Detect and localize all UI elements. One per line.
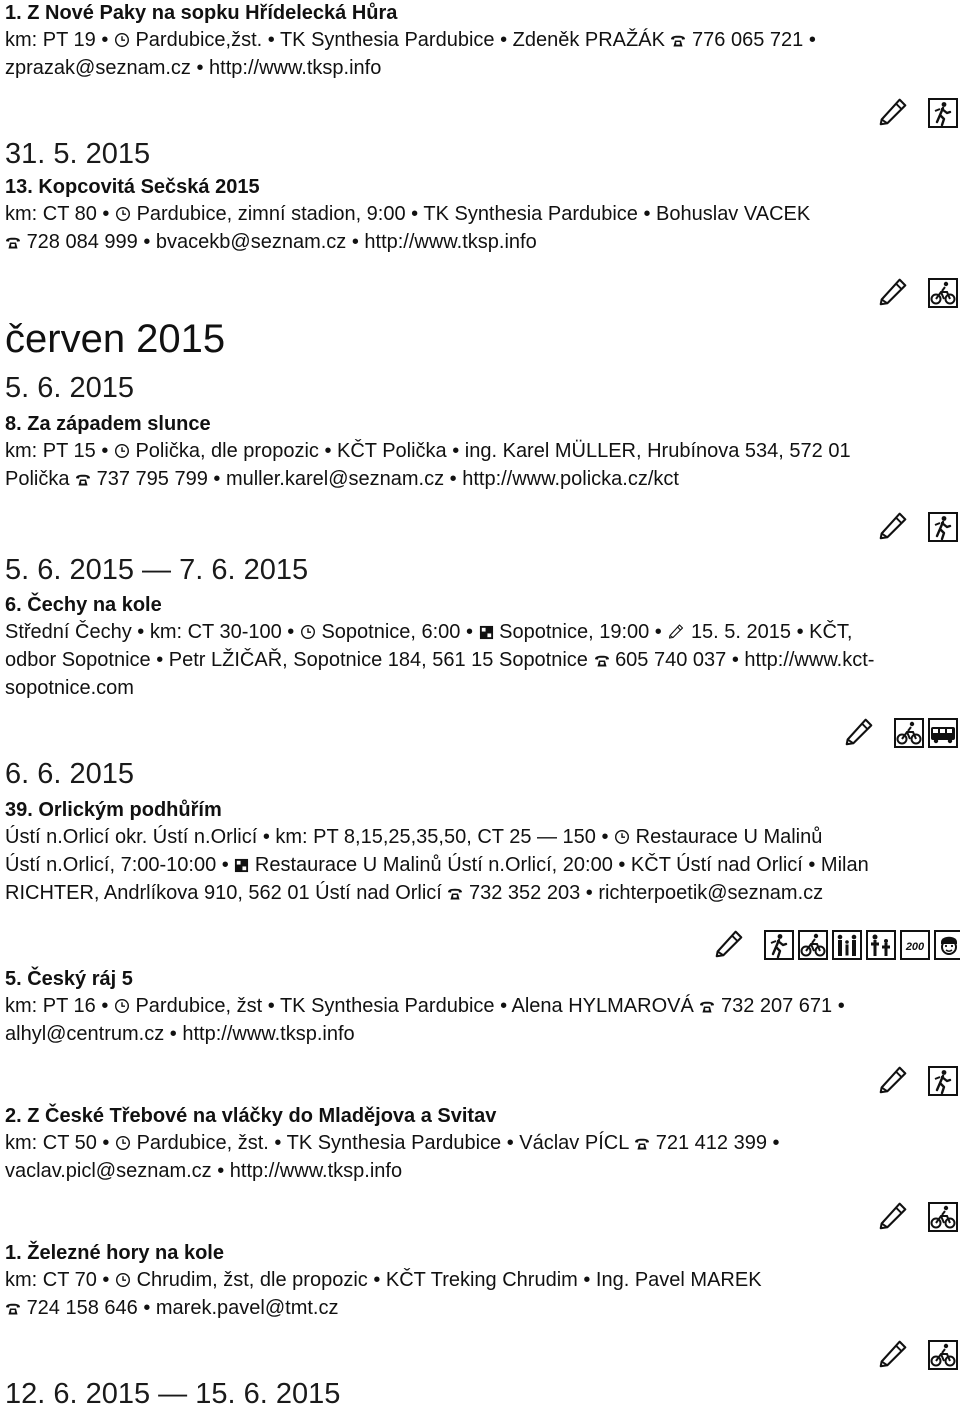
- event-contact-line: RICHTER, Andrlíkova 910, 562 01 Ústí nad Orlicí 732 352 203 • richterpoetik@seznam.cz: [5, 882, 824, 904]
- event-details-line: km: PT 19 • Pardubice,žst. • TK Synthesia Pardubice • Zdeněk PRAŽÁK 776 065 721 •: [5, 29, 816, 51]
- event-icons: [876, 1064, 958, 1096]
- face-icon: [934, 930, 960, 960]
- event-contact-line: alhyl@centrum.cz • http://www.tksp.info: [5, 1023, 355, 1045]
- event-za-zapadem: [5, 411, 955, 493]
- event-contact-line: vaclav.picl@seznam.cz • http://www.tksp.info: [5, 1160, 403, 1182]
- bus-icon: [928, 718, 958, 748]
- pencil-icon: [876, 94, 910, 128]
- event-icons: [876, 510, 958, 542]
- hiking-icon: [928, 1066, 958, 1096]
- event-cesky-raj: [5, 966, 955, 1048]
- phone-icon: [75, 473, 91, 487]
- finish-flag-icon: [479, 625, 494, 640]
- phone-icon: [5, 1302, 21, 1316]
- finish-flag-icon: [234, 858, 249, 873]
- event-title: 6. Čechy na kole: [5, 594, 162, 616]
- event-title: 2. Z České Třebové na vláčky do Mladějova a Svitav: [5, 1105, 497, 1127]
- event-icons: [876, 96, 958, 128]
- family-icon: [832, 930, 862, 960]
- bike-icon: [928, 1340, 958, 1370]
- event-details-line: km: CT 50 • Pardubice, žst. • TK Synthesia Pardubice • Václav PÍCL 721 412 399 •: [5, 1132, 780, 1154]
- event-cechy-na-kole: [5, 592, 955, 702]
- clock-icon: [114, 32, 130, 48]
- event-title: 5. Český ráj 5: [5, 968, 133, 990]
- event-details-line: Střední Čechy • km: CT 30-100 • Sopotnice, 6:00 • Sopotnice, 19:00 • 15. 5. 2015 • KČT,: [5, 621, 853, 643]
- event-contact-line: 728 084 999 • bvacekb@seznam.cz • http://www.tksp.info: [5, 228, 955, 256]
- phone-icon: [447, 887, 463, 901]
- event-title: 13. Kopcovitá Sečská 2015: [5, 176, 260, 198]
- clock-icon: [300, 624, 316, 640]
- hiking-icon: [928, 98, 958, 128]
- pencil-icon: [876, 1336, 910, 1370]
- pencil-icon: [842, 714, 876, 748]
- event-nova-paka: [5, 0, 955, 82]
- event-ceska-trebova: [5, 1103, 955, 1185]
- event-contact-line: zprazak@seznam.cz • http://www.tksp.info: [5, 57, 382, 79]
- date-heading: 5. 6. 2015: [5, 372, 134, 404]
- date-heading: 5. 6. 2015 — 7. 6. 2015: [5, 554, 309, 586]
- pencil-icon: [876, 274, 910, 308]
- event-details-line: km: PT 15 • Polička, dle propozic • KČT Polička • ing. Karel MÜLLER, Hrubínova 534, 572 01: [5, 440, 851, 462]
- date-heading: 6. 6. 2015: [5, 758, 134, 790]
- clock-icon: [115, 206, 131, 222]
- event-contact-line-cont: sopotnice.com: [5, 677, 134, 699]
- event-contact-line: Polička 737 795 799 • muller.karel@seznam.cz • http://www.policka.cz/kct: [5, 468, 679, 490]
- bike-icon: [894, 718, 924, 748]
- children-icon: [866, 930, 896, 960]
- event-title: 1. Železné hory na kole: [5, 1242, 224, 1264]
- event-icons: [876, 276, 958, 308]
- clock-icon: [114, 443, 130, 459]
- pencil-icon: [712, 926, 746, 960]
- clock-icon: [115, 1272, 131, 1288]
- event-contact-line: 724 158 646 • marek.pavel@tmt.cz: [5, 1294, 955, 1322]
- date-heading: 12. 6. 2015 — 15. 6. 2015: [5, 1378, 341, 1410]
- event-details-line: km: PT 16 • Pardubice, žst • TK Synthesia Pardubice • Alena HYLMAROVÁ 732 207 671 •: [5, 995, 845, 1017]
- hiking-icon: [928, 512, 958, 542]
- event-title: 1. Z Nové Paky na sopku Hřídelecká Hůra: [5, 2, 398, 24]
- event-title: 8. Za západem slunce: [5, 413, 211, 435]
- date-heading: 31. 5. 2015: [5, 138, 151, 170]
- bike-icon: [928, 1202, 958, 1232]
- event-zelezne-hory: [5, 1240, 955, 1322]
- distance-200-icon: [900, 930, 930, 960]
- event-details-line-2: Ústí n.Orlicí, 7:00-10:00 • Restaurace U Malinů Ústí n.Orlicí, 20:00 • KČT Ústí nad Orlicí • Milan: [5, 854, 869, 876]
- phone-icon: [634, 1137, 650, 1151]
- event-kopcovita: [5, 174, 955, 256]
- phone-icon: [699, 1000, 715, 1014]
- month-heading: červen 2015: [5, 317, 226, 361]
- pencil-icon: [876, 1062, 910, 1096]
- pencil-icon: [876, 1198, 910, 1232]
- event-icons: [876, 1338, 958, 1370]
- event-icons: [712, 928, 960, 960]
- svg-text:200: 200: [905, 941, 925, 953]
- pencil-small-icon: [667, 622, 685, 640]
- clock-icon: [614, 829, 630, 845]
- phone-icon: [670, 34, 686, 48]
- event-details-line: km: CT 80 • Pardubice, zimní stadion, 9:00 • TK Synthesia Pardubice • Bohuslav VACEK: [5, 203, 811, 225]
- clock-icon: [115, 1135, 131, 1151]
- event-details-line: Ústí n.Orlicí okr. Ústí n.Orlicí • km: PT 8,15,25,35,50, CT 25 — 150 • Restaurace U Malinů: [5, 826, 823, 848]
- bike-icon: [928, 278, 958, 308]
- event-icons: [842, 716, 958, 748]
- event-orlickym-podhurim: [5, 797, 955, 907]
- bike-icon: [798, 930, 828, 960]
- event-contact-line: odbor Sopotnice • Petr LŽIČAŘ, Sopotnice 184, 561 15 Sopotnice 605 740 037 • http://www.kct-: [5, 649, 875, 671]
- pencil-icon: [876, 508, 910, 542]
- hiking-icon: [764, 930, 794, 960]
- phone-icon: [5, 236, 21, 250]
- clock-icon: [114, 998, 130, 1014]
- event-title: 39. Orlickým podhůřím: [5, 799, 222, 821]
- phone-icon: [594, 654, 610, 668]
- event-icons: [876, 1200, 958, 1232]
- event-details-line: km: CT 70 • Chrudim, žst, dle propozic • KČT Treking Chrudim • Ing. Pavel MAREK: [5, 1269, 762, 1291]
